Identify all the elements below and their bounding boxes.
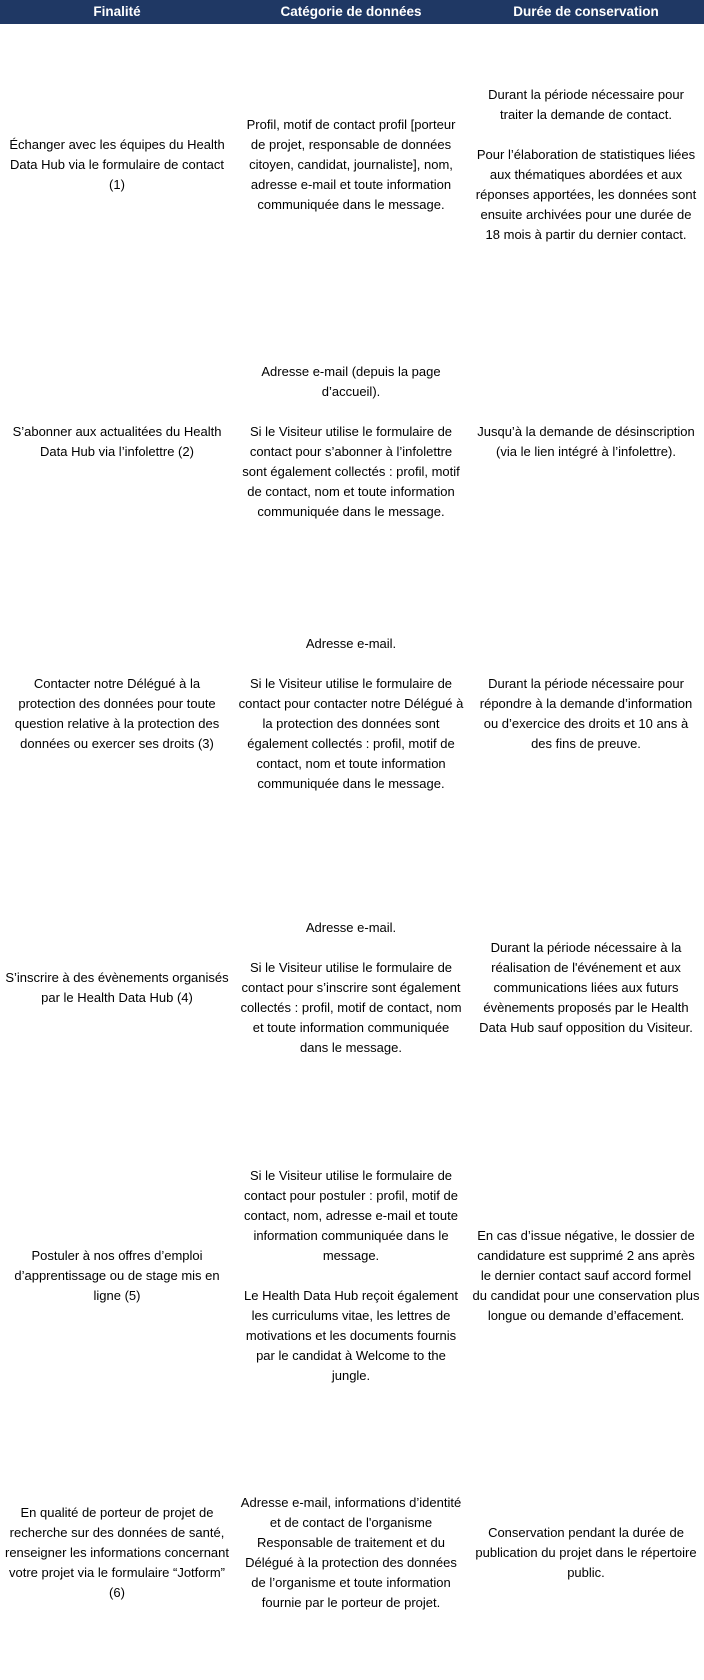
categorie-text: Le Health Data Hub reçoit également les curriculums vitae, les lettres de motivations et les documents fournis par le candidat à Welcome to the jungle. [244, 1288, 458, 1383]
table-header [0, 0, 704, 24]
categorie-text: Adresse e-mail. [305, 636, 397, 651]
cell-categorie [234, 24, 468, 306]
table-row [0, 306, 704, 578]
cell-duree [468, 578, 704, 850]
finalite-text: Postuler à nos offres d’emploi d’apprentissage ou de stage mis en ligne (5) [14, 1248, 220, 1303]
finalite-text: S’abonner aux actualitées du Health Data Hub via l’infolettre (2) [12, 424, 222, 459]
duree-text: Conservation pendant la durée de publication du projet dans le répertoire public. [475, 1525, 697, 1580]
duree-text: Durant la période nécessaire pour répondre à la demande d’information ou d’exercice des droits et 10 ans à des fins de preuve. [479, 676, 693, 751]
cell-finalite [0, 1126, 234, 1426]
finalite-text: Contacter notre Délégué à la protection des données pour toute question relative à la protection des données ou exercer ses droits (3) [14, 676, 220, 751]
finalite-text: S’inscrire à des évènements organisés par le Health Data Hub (4) [5, 970, 229, 1005]
cell-finalite [0, 850, 234, 1126]
duree-text: Jusqu’à la demande de désinscription (via le lien intégré à l’infolettre). [477, 424, 695, 459]
categorie-text: Si le Visiteur utilise le formulaire de contact pour s’inscrire sont également collectés : profil, motif de contact, nom et toute information communiquée dans le message. [240, 960, 462, 1055]
categorie-text: Profil, motif de contact profil [porteur de projet, responsable de données citoyen, candidat, journaliste], nom, adresse e-mail et toute information communiquée dans le message. [246, 117, 456, 212]
cell-duree [468, 24, 704, 306]
cell-categorie [234, 306, 468, 578]
cell-categorie [234, 850, 468, 1126]
cell-categorie [234, 578, 468, 850]
cell-finalite [0, 1426, 234, 1680]
cell-duree [468, 1126, 704, 1426]
finalite-text: Échanger avec les équipes du Health Data Hub via le formulaire de contact (1) [9, 137, 225, 192]
categorie-text: Adresse e-mail (depuis la page d’accueil). [261, 364, 441, 399]
cell-finalite [0, 578, 234, 850]
header-duree: Durée de conservation [513, 4, 659, 19]
header-finalite: Finalité [93, 4, 141, 19]
cell-finalite [0, 306, 234, 578]
categorie-text: Si le Visiteur utilise le formulaire de contact pour s’abonner à l’infolettre sont également collectés : profil, motif de contact, nom et toute information communiquée dans le message. [242, 424, 460, 519]
table-row [0, 1426, 704, 1680]
table-row [0, 850, 704, 1126]
duree-text: Durant la période nécessaire à la réalisation de l'événement et aux communications liées aux futurs évènements proposés par le Health Data Hub sauf opposition du Visiteur. [479, 940, 693, 1035]
categorie-text: Adresse e-mail, informations d’identité et de contact de l'organisme Responsable de traitement et du Délégué à la protection des données de l’organisme et toute information fournie par le porteur de projet. [240, 1495, 462, 1610]
categorie-text: Si le Visiteur utilise le formulaire de contact pour postuler : profil, motif de contact, nom, adresse e-mail et toute information communiquée dans le message. [244, 1168, 458, 1263]
duree-text: En cas d’issue négative, le dossier de candidature est supprimé 2 ans après le dernier contact sauf accord formel du candidat pour une conservation plus longue ou demande d’effacement. [472, 1228, 700, 1323]
cell-duree [468, 306, 704, 578]
cell-categorie [234, 1426, 468, 1680]
duree-text: Pour l’élaboration de statistiques liées aux thématiques abordées et aux réponses apportées, les données sont ensuite archivées pour une durée de 18 mois à partir du dernier contact. [475, 147, 697, 242]
finalite-text: En qualité de porteur de projet de recherche sur des données de santé, renseigner les informations concernant votre projet via le formulaire “Jotform” (6) [4, 1505, 229, 1600]
categorie-text: Si le Visiteur utilise le formulaire de contact pour contacter notre Délégué à la protection des données sont également collectés : profil, motif de contact, nom et toute information communiquée dans le message. [238, 676, 464, 791]
cell-finalite [0, 24, 234, 306]
categorie-text: Adresse e-mail. [305, 920, 397, 935]
header-categorie: Catégorie de données [280, 4, 422, 19]
table-row [0, 578, 704, 850]
table-row [0, 1126, 704, 1426]
cell-categorie [234, 1126, 468, 1426]
table-row [0, 24, 704, 306]
duree-text: Durant la période nécessaire pour traiter la demande de contact. [488, 87, 684, 122]
cell-duree [468, 850, 704, 1126]
cell-duree [468, 1426, 704, 1680]
